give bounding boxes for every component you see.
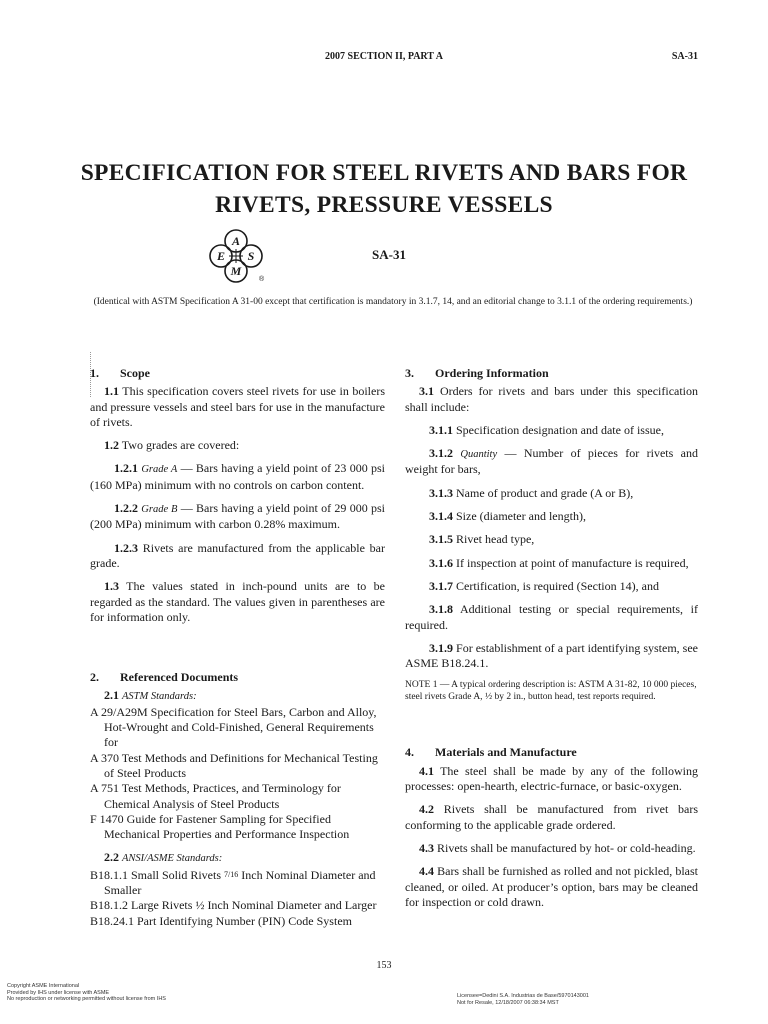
section-heading-materials-and-manufacture: 4. Materials and Manufacture — [405, 745, 577, 760]
paragraph-3-1-8: 3.1.8 Additional testing or special requirements, if required. — [405, 602, 698, 632]
title-line-1: SPECIFICATION FOR STEEL RIVETS AND BARS FOR — [80, 160, 688, 186]
page-number: 153 — [376, 960, 392, 971]
astm-reference: A 751 Test Methods, Practices, and Terminology for Chemical Analysis of Steel Products — [90, 781, 341, 811]
astm-reference: A 29/A29M Specification for Steel Bars, Carbon and Alloy, Hot-Wrought and Cold-Finished, General Requirements for — [90, 704, 377, 750]
paragraph-3-1-3: 3.1.3 Name of product and grade (A or B), — [429, 485, 634, 500]
logo-letter-a: A — [231, 234, 241, 248]
paragraph-3-1-4: 3.1.4 Size (diameter and length), — [429, 509, 586, 524]
paragraph-4-3: 4.3 Rivets shall be manufactured by hot- or cold-heading. — [419, 840, 696, 855]
paragraph-3-1-6: 3.1.6 If inspection at point of manufacture is required, — [429, 555, 689, 570]
right-column — [405, 366, 698, 918]
paragraph-3-1-5: 3.1.5 Rivet head type, — [429, 532, 535, 547]
copyright-footer: Copyright ASME International Provided by IHS under license with ASME No reproduction or networking permitted without license from IHS — [7, 983, 166, 1002]
document-title — [0, 157, 768, 221]
asme-reference: B18.1.2 Large Rivets ½ Inch Nominal Diameter and Larger — [90, 898, 377, 913]
paragraph-2-1: 2.1 ASTM Standards: — [104, 688, 197, 703]
title-line-2: RIVETS, PRESSURE VESSELS — [215, 192, 553, 218]
left-column — [90, 366, 385, 929]
paragraph-1-2-3: 1.2.3 Rivets are manufactured from the applicable bar grade. — [90, 540, 385, 570]
paragraph-1-2: 1.2 Two grades are covered: — [104, 438, 240, 453]
paragraph-1-1: 1.1 This specification covers steel rivets for use in boilers and pressure vessels and steel bars for use in the manufacture of rivets. — [90, 384, 385, 429]
paragraph-4-1: 4.1 The steel shall be made by any of the following processes: open-hearth, electric-furnace, or basic-oxygen. — [405, 763, 698, 794]
section-heading-referenced-documents: 2. Referenced Documents — [90, 670, 239, 685]
astm-reference: F 1470 Guide for Fastener Sampling for Specified Mechanical Properties and Performance Inspection — [90, 811, 350, 842]
spec-designation: SA-31 — [372, 247, 406, 262]
paragraph-1-2-2: 1.2.2 Grade B — Bars having a yield point of 29 000 psi (200 MPa) minimum with carbon 0.28% maximum. — [90, 501, 386, 532]
paragraph-3-1: 3.1 Orders for rivets and bars under this specification shall include: — [405, 384, 699, 414]
section-heading-ordering-information: 3. Ordering Information — [405, 366, 549, 380]
asme-reference: B18.24.1 Part Identifying Number (PIN) Code System — [90, 913, 352, 928]
asme-logo-icon — [205, 227, 267, 285]
paragraph-3-1-7: 3.1.7 Certification, is required (Section 14), and — [429, 578, 659, 593]
paragraph-2-2: 2.2 ANSI/ASME Standards: — [104, 850, 223, 865]
paragraph-3-1-9: 3.1.9 For establishment of a part identifying system, see ASME B18.24.1. — [405, 640, 699, 671]
logo-letter-e: E — [216, 249, 226, 263]
section-heading-scope: 1. Scope — [90, 366, 150, 380]
paragraph-3-1-2: 3.1.2 Quantity — Number of pieces for rivets and weight for bars, — [405, 446, 699, 477]
ordering-note: NOTE 1 — A typical ordering description is: ASTM A 31-82, 10 000 pieces, steel rivets Grade A, ½ by 2 in., button head, test reports required. — [405, 680, 697, 703]
asme-reference: B18.1.1 Small Solid Rivets 7/16 Inch Nominal Diameter and Smaller — [90, 867, 376, 898]
identical-with-note: (Identical with ASTM Specification A 31-00 except that certification is mandatory in 3.1.7, 14, and an editorial change to 3.1.1 of the ordering requirements.) — [93, 297, 693, 307]
paragraph-4-4: 4.4 Bars shall be furnished as rolled and not pickled, blast cleaned, or oiled. At producer’s option, bars may be cleaned for inspection or cold drawn. — [405, 864, 698, 909]
page-designation-header: SA-31 — [671, 51, 698, 62]
licensee-footer: Licensee=Dedini S.A. Industrias de Base/5970143001 Not for Resale, 12/18/2007 06:38:34 MST — [457, 993, 589, 1006]
paragraph-1-3: 1.3 The values stated in inch-pound units are to be regarded as the standard. The values given in parentheses are for information only. — [90, 579, 385, 624]
logo-letter-m: M — [230, 264, 242, 278]
logo-letter-s: S — [247, 249, 255, 263]
astm-reference: A 370 Test Methods and Definitions for Mechanical Testing of Steel Products — [90, 750, 378, 780]
paragraph-1-2-1: 1.2.1 Grade A — Bars having a yield point of 23 000 psi (160 MPa) minimum with no controls on carbon content. — [90, 461, 385, 492]
running-header: 2007 SECTION II, PART A — [325, 51, 443, 62]
registered-mark: ® — [259, 276, 265, 283]
paragraph-4-2: 4.2 Rivets shall be manufactured from rivet bars conforming to the applicable grade ordered. — [405, 802, 699, 832]
paragraph-3-1-1: 3.1.1 Specification designation and date of issue, — [429, 422, 664, 437]
